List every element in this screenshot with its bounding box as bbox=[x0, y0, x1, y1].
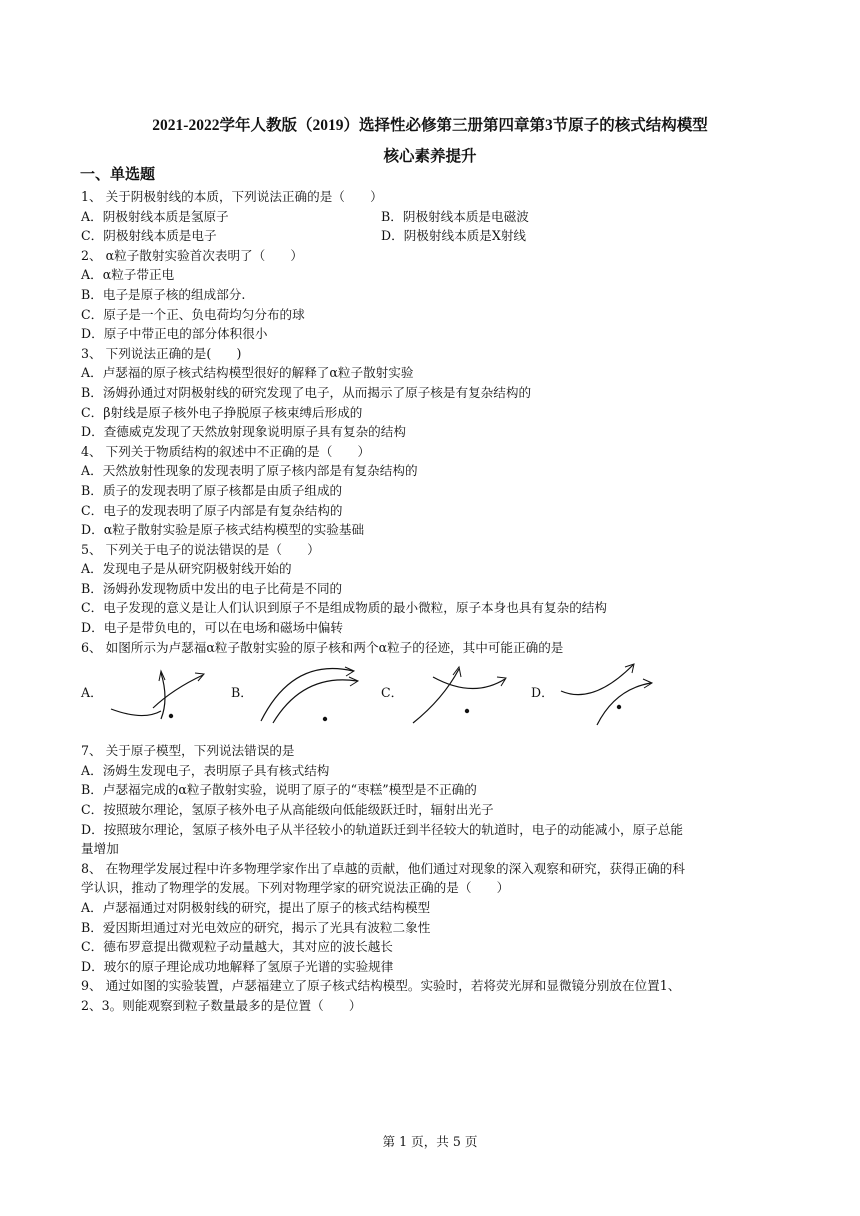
title-line-2: 核心素养提升 bbox=[383, 148, 477, 165]
q3-option-d: D．查德威克发现了天然放射现象说明原子具有复杂的结构 bbox=[81, 424, 406, 440]
q4-option-c: C．电子的发现表明了原子内部是有复杂结构的 bbox=[81, 502, 343, 518]
q1-options-row1 bbox=[81, 207, 801, 227]
q5-option-a: A．发现电子是从研究阴极射线开始的 bbox=[81, 561, 292, 577]
q3-stem: 3、 下列说法正确的是( ) bbox=[81, 345, 242, 361]
q9-stem-line1: 9、 通过如图的实验装置，卢瑟福建立了原子核式结构模型。实验时，若将荧光屏和显微镜分别放在位置1、 bbox=[81, 978, 681, 994]
q3-option-c: C．β射线是原子核外电子挣脱原子核束缚后形成的 bbox=[81, 404, 363, 420]
q6-diagram-a bbox=[103, 659, 213, 739]
q2-option-b: B．电子是原子核的组成部分. bbox=[81, 286, 246, 302]
q3-option-b: B．汤姆孙通过对阴极射线的研究发现了电子，从而揭示了原子核是有复杂结构的 bbox=[81, 384, 532, 400]
q6-stem: 6、 如图所示为卢瑟福α粒子散射实验的原子核和两个α粒子的径迹，其中可能正确的是 bbox=[81, 639, 564, 655]
q6-label-a: A． bbox=[81, 685, 103, 701]
q7-stem: 7、 关于原子模型，下列说法错误的是 bbox=[81, 743, 295, 759]
q4-option-a: A．天然放射性现象的发现表明了原子核内部是有复杂结构的 bbox=[81, 463, 418, 479]
q5-option-b: B．汤姆孙发现物质中发出的电子比荷是不同的 bbox=[81, 580, 343, 596]
q7-option-d-line1: D．按照玻尔理论，氢原子核外电子从半径较小的轨道跃迁到半径较大的轨道时，电子的动能减小，原子总能 bbox=[81, 821, 684, 837]
q6-diagram-d bbox=[553, 659, 663, 739]
q6-label-c: C． bbox=[381, 685, 404, 701]
q7-option-b: B．卢瑟福完成的α粒子散射实验，说明了原子的“枣糕”模型是不正确的 bbox=[81, 782, 477, 798]
q5-stem: 5、 下列关于电子的说法错误的是（ ） bbox=[81, 541, 320, 557]
page-footer: 第 1 页，共 5 页 bbox=[382, 1134, 478, 1149]
q7-option-c: C．按照玻尔理论，氢原子核外电子从高能级向低能级跃迁时，辐射出光子 bbox=[81, 802, 494, 818]
q5-option-d: D．电子是带负电的，可以在电场和磁场中偏转 bbox=[81, 620, 343, 636]
q6-figure-row bbox=[81, 659, 801, 741]
q4-stem: 4、 下列关于物质结构的叙述中不正确的是（ ） bbox=[81, 443, 371, 459]
q4-option-d: D．α粒子散射实验是原子核式结构模型的实验基础 bbox=[81, 522, 365, 538]
q5-option-c: C．电子发现的意义是让人们认识到原子不是组成物质的最小微粒，原子本身也具有复杂的结构 bbox=[81, 600, 607, 616]
q8-option-b: B．爱因斯坦通过对光电效应的研究，揭示了光具有波粒二象性 bbox=[81, 919, 431, 935]
questions bbox=[81, 187, 801, 1016]
q6-label-d: D． bbox=[531, 685, 554, 701]
q1-options-row2 bbox=[81, 226, 801, 246]
q1-option-a: A．阴极射线本质是氢原子 bbox=[81, 208, 229, 224]
q8-stem-line2: 学认识，推动了物理学的发展。下列对物理学家的研究说法正确的是（ ） bbox=[81, 880, 510, 896]
q8-stem-line1: 8、 在物理学发展过程中许多物理学家作出了卓越的贡献，他们通过对现象的深入观察和研究，获得正确的科 bbox=[81, 860, 685, 876]
q8-option-a: A．卢瑟福通过对阴极射线的研究，提出了原子的核式结构模型 bbox=[81, 900, 431, 915]
q7-option-d-line2: 量增加 bbox=[81, 841, 119, 857]
title-line-1: 2021-2022学年人教版（2019）选择性必修第三册第四章第3节原子的核式结构模型 bbox=[152, 117, 708, 134]
q1-option-c: C．阴极射线本质是电子 bbox=[81, 228, 217, 244]
q4-option-b: B．质子的发现表明了原子核都是由质子组成的 bbox=[81, 482, 343, 498]
q6-diagram-c bbox=[403, 659, 523, 739]
section-heading: 一、单选题 bbox=[80, 165, 156, 183]
q9-stem-line2: 2、3。则能观察到粒子数量最多的是位置（ ） bbox=[81, 997, 362, 1013]
q2-stem: 2、 α粒子散射实验首次表明了（ ） bbox=[81, 247, 304, 263]
q1-option-b: B．阴极射线本质是电磁波 bbox=[381, 208, 529, 224]
q6-label-b: B． bbox=[231, 685, 253, 701]
q6-diagram-b bbox=[253, 659, 363, 739]
q2-option-a: A．α粒子带正电 bbox=[81, 267, 175, 283]
q8-option-d: D．玻尔的原子理论成功地解释了氢原子光谱的实验规律 bbox=[81, 958, 394, 974]
q3-option-a: A．卢瑟福的原子核式结构模型很好的解释了α粒子散射实验 bbox=[81, 365, 414, 381]
q2-option-c: C．原子是一个正、负电荷均匀分布的球 bbox=[81, 306, 305, 322]
q2-option-d: D．原子中带正电的部分体积很小 bbox=[81, 326, 268, 342]
q1-stem: 1、 关于阴极射线的本质，下列说法正确的是（ ） bbox=[81, 189, 383, 204]
q1-option-d: D．阴极射线本质是X射线 bbox=[381, 228, 527, 244]
q8-option-c: C．德布罗意提出微观粒子动量越大，其对应的波长越长 bbox=[81, 939, 393, 955]
q7-option-a: A．汤姆生发现电子，表明原子具有核式结构 bbox=[81, 762, 330, 778]
